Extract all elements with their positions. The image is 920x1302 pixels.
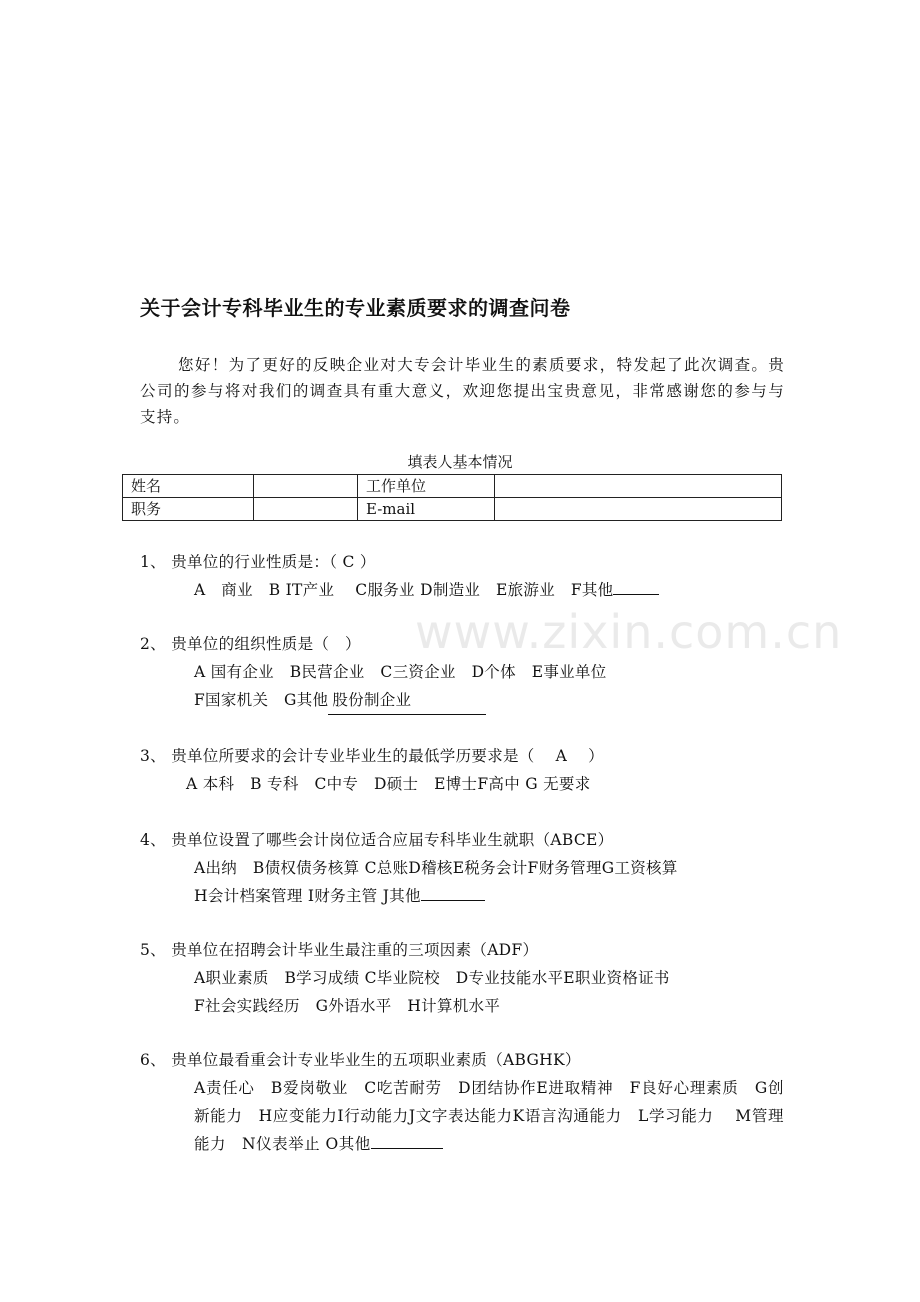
page-title: 关于会计专科毕业生的专业素质要求的调查问卷 xyxy=(140,296,571,320)
question-3-options: A 本科 B 专科 C中专 D硕士 E博士F高中 G 无要求 xyxy=(186,775,591,793)
watermark: www.zixin.com.cn xyxy=(415,605,843,659)
fill-blank[interactable] xyxy=(421,882,485,901)
question-5 xyxy=(140,936,800,1020)
email-value-cell[interactable] xyxy=(495,498,782,521)
name-value-cell[interactable] xyxy=(254,475,358,498)
fill-blank[interactable] xyxy=(613,576,659,595)
question-1-text: 1、 贵单位的行业性质是：（ C ） xyxy=(140,553,376,571)
question-6-text: 6、 贵单位最看重会计专业毕业生的五项职业素质（ABGHK） xyxy=(140,1051,581,1069)
respondent-info-table xyxy=(122,474,782,521)
options-line: A 商业 B IT产业 C服务业 D制造业 E旅游业 F其他 xyxy=(194,581,614,599)
table-caption: 填表人基本情况 xyxy=(407,453,513,471)
filled-answer[interactable]: 股份制企业 xyxy=(328,686,486,715)
position-label: 职务 xyxy=(123,498,254,521)
question-4 xyxy=(140,826,800,910)
question-1-options xyxy=(140,576,800,604)
question-3-text: 3、 贵单位所要求的会计专业毕业生的最低学历要求是（ A ） xyxy=(140,747,604,765)
options-line: F国家机关 G其他 xyxy=(194,691,329,709)
question-4-options: A出纳 B债权债务核算 C总账D稽核E税务会计F财务管理G工资核算 xyxy=(194,859,678,877)
question-2-options: A 国有企业 B民营企业 C三资企业 D个体 E事业单位 xyxy=(194,663,607,681)
question-6 xyxy=(140,1046,800,1158)
question-2 xyxy=(140,630,800,715)
options-text: A责任心 B爱岗敬业 C吃苦耐劳 D团结协作E进取精神 F良好心理素质 G创新能力 H应变能力I行动能力J文字表达能力K语言沟通能力 L学习能力 M管理能力 N仪表举止 O其他 xyxy=(194,1079,784,1153)
question-4-options-2 xyxy=(140,882,800,910)
question-5-options: A职业素质 B学习成绩 C毕业院校 D专业技能水平E职业资格证书 xyxy=(194,969,670,987)
options-line: H会计档案管理 I财务主管 J其他 xyxy=(194,887,421,905)
question-5-text: 5、 贵单位在招聘会计毕业生最注重的三项因素（ADF） xyxy=(140,941,539,959)
question-2-options-2 xyxy=(140,686,800,715)
table-row xyxy=(123,475,782,498)
question-4-text: 4、 贵单位设置了哪些会计岗位适合应届专科毕业生就职（ABCE） xyxy=(140,831,614,849)
question-6-options xyxy=(140,1074,784,1158)
email-label: E-mail xyxy=(358,498,495,521)
question-1 xyxy=(140,548,800,604)
employer-label: 工作单位 xyxy=(358,475,495,498)
position-value-cell[interactable] xyxy=(254,498,358,521)
question-3 xyxy=(140,742,800,798)
question-5-options-2: F社会实践经历 G外语水平 H计算机水平 xyxy=(194,997,501,1015)
fill-blank[interactable] xyxy=(371,1130,443,1149)
question-2-text: 2、 贵单位的组织性质是（ ） xyxy=(140,635,361,653)
table-row xyxy=(123,498,782,521)
employer-value-cell[interactable] xyxy=(495,475,782,498)
name-label: 姓名 xyxy=(123,475,254,498)
intro-paragraph: 您好！为了更好的反映企业对大专会计毕业生的素质要求，特发起了此次调查。贵公司的参与将对我们的调查具有重大意义，欢迎您提出宝贵意见，非常感谢您的参与与支持。 xyxy=(140,356,785,426)
